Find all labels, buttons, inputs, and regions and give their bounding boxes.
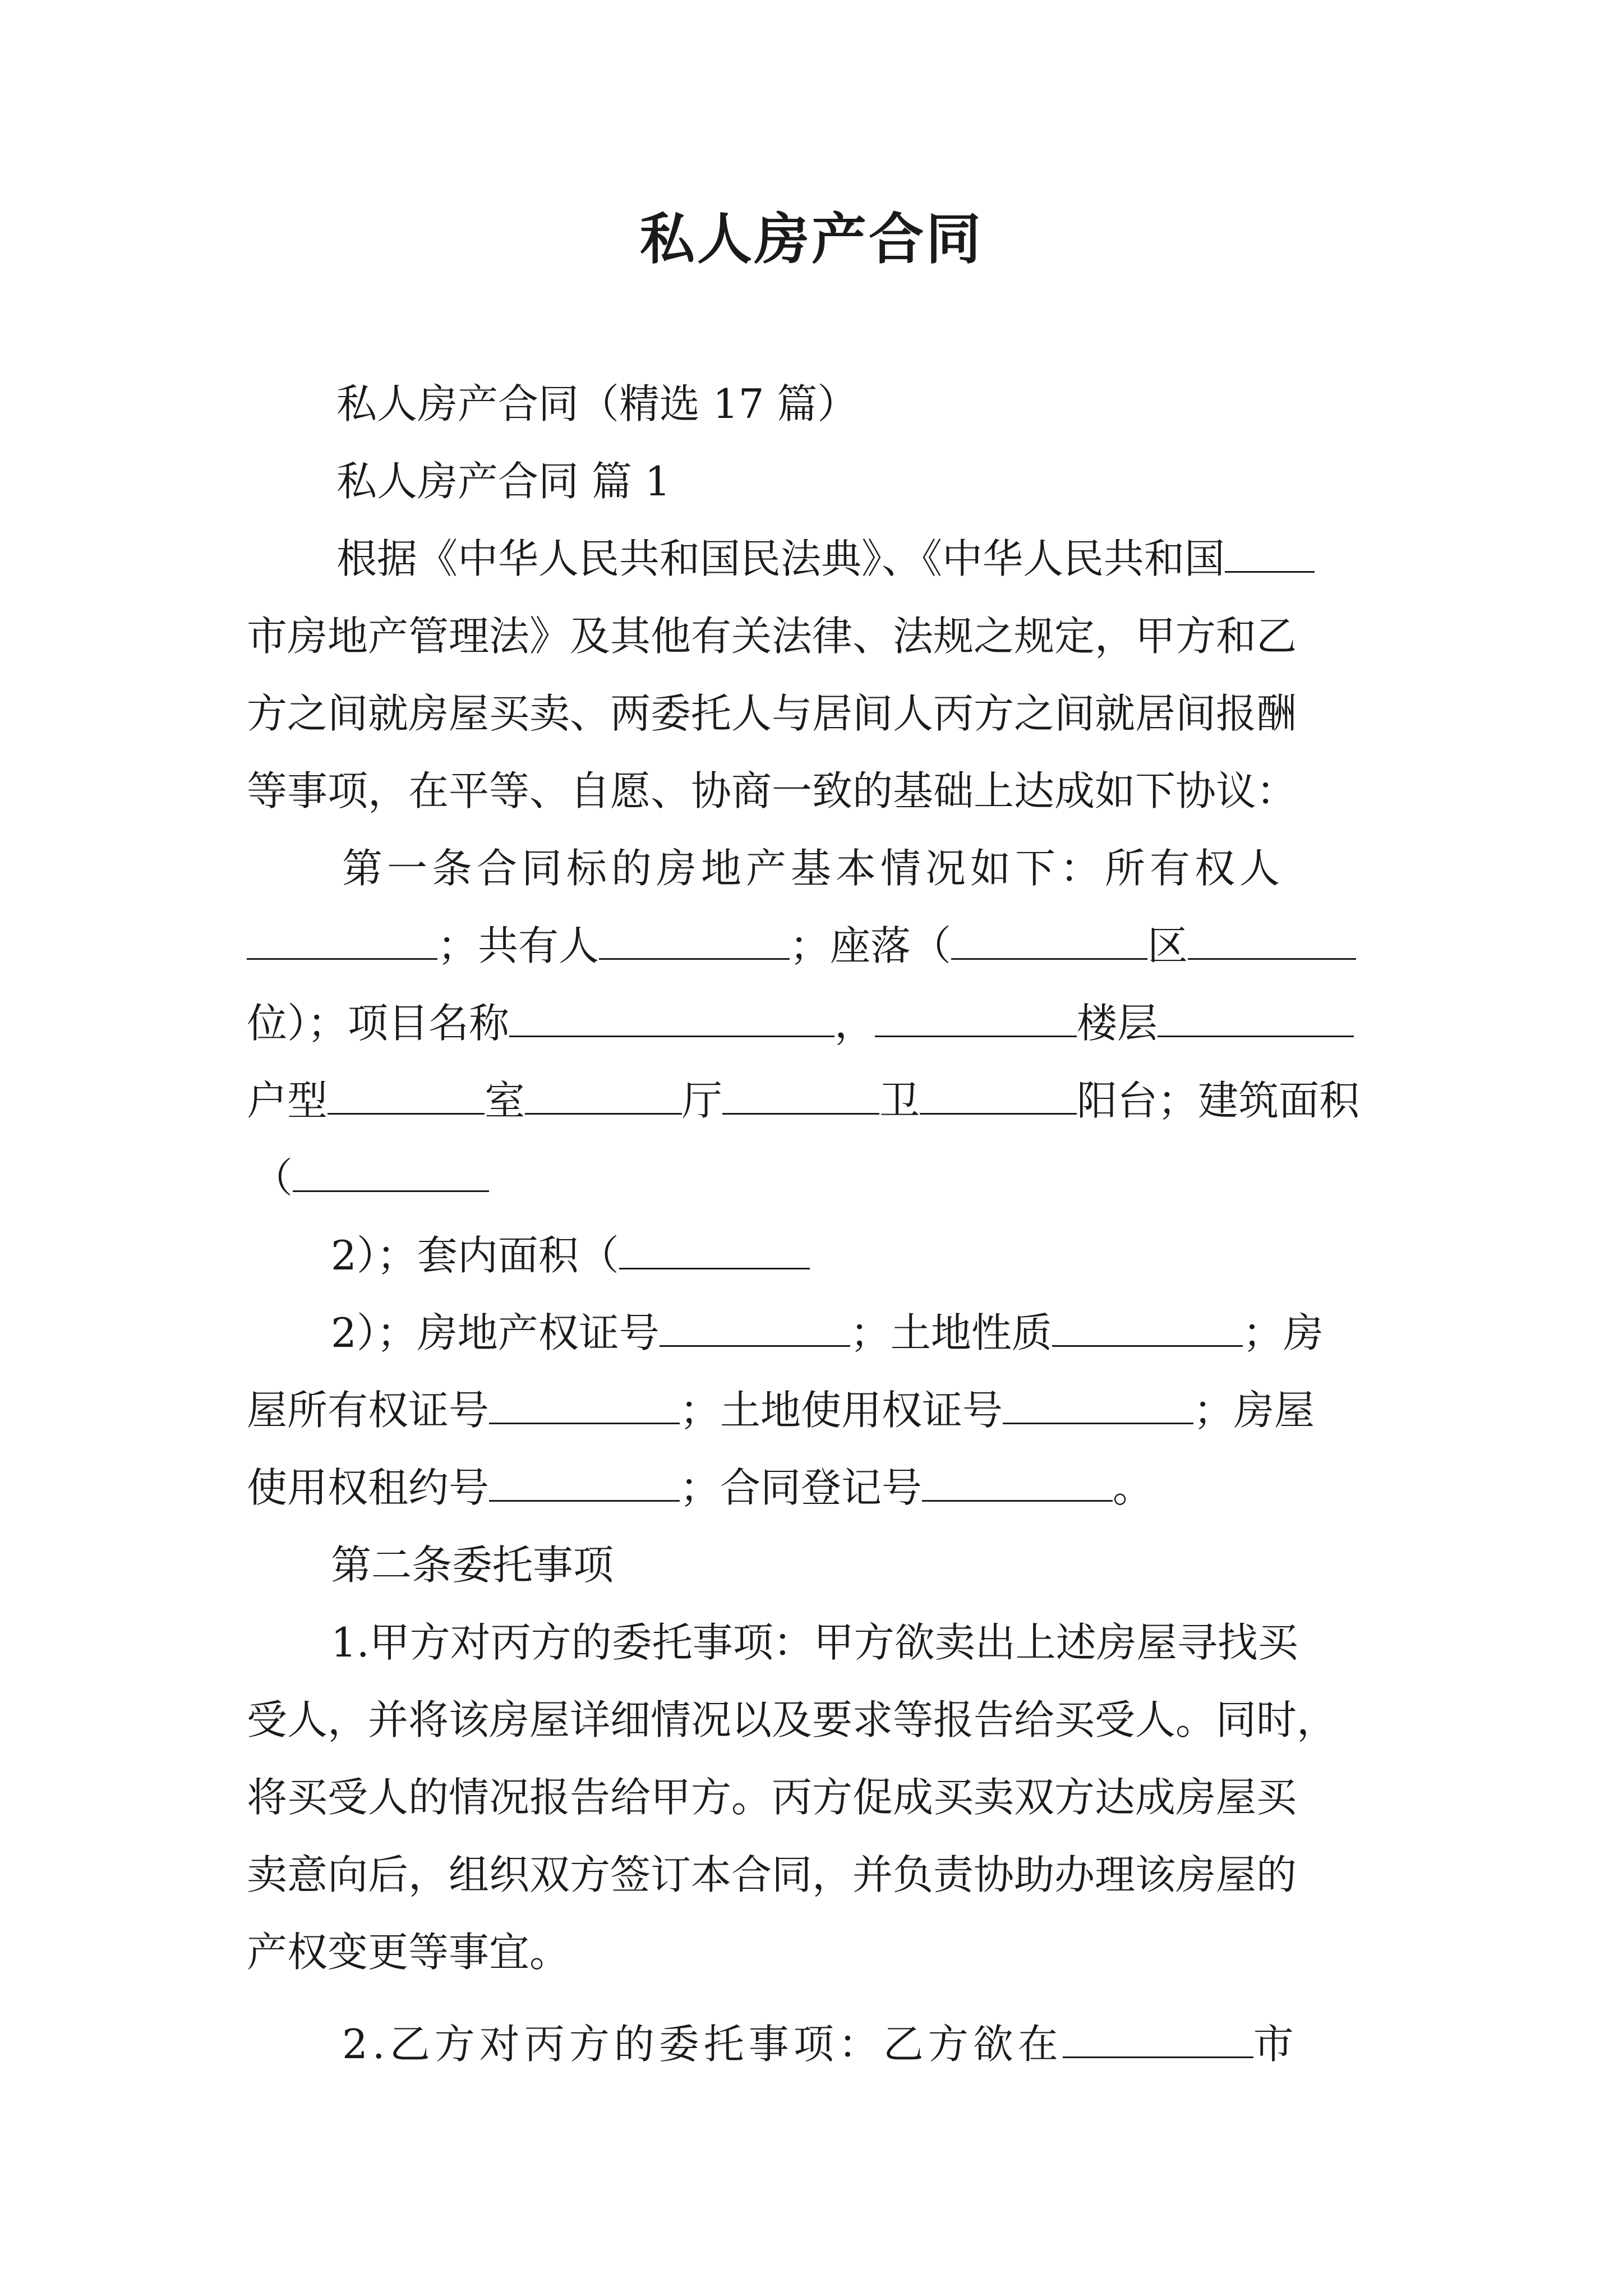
- article2-p1-line-3: 将买受人的情况报告给甲方。丙方促成买卖双方达成房屋买: [247, 1774, 1297, 1821]
- article1-line-8: [247, 1372, 1315, 1449]
- article1-line-5: [252, 1140, 489, 1217]
- open-paren: （: [252, 1154, 293, 1202]
- hall-label: 厅: [682, 1077, 723, 1124]
- location-blank[interactable]: [951, 921, 1147, 960]
- comma-text: ，: [834, 1000, 875, 1047]
- hall-count-blank[interactable]: [525, 1076, 682, 1115]
- layout-label: 户型: [247, 1077, 328, 1124]
- floor-blank[interactable]: [1158, 999, 1354, 1037]
- section-heading: 私人房产合同 篇 1: [336, 458, 671, 505]
- city-blank[interactable]: [1063, 2019, 1253, 2058]
- blank-field[interactable]: [1225, 534, 1315, 573]
- lease-no-label: 使用权租约号: [247, 1464, 490, 1511]
- intro-line-1: [336, 521, 1315, 597]
- project-name-label: 位）；项目名称: [247, 1000, 510, 1047]
- p2-text: 2.乙方对丙方的委托事项：乙方欲在: [342, 2021, 1063, 2068]
- bath-count-blank[interactable]: [722, 1076, 879, 1115]
- intro-line-4: 等事项，在平等、自愿、协商一致的基础上达成如下协议：: [247, 767, 1297, 815]
- intro-text: 根据《中华人民共和国民法典》、《中华人民共和国: [336, 535, 1225, 582]
- article1-line-2: [247, 908, 1356, 984]
- room-label: 室: [485, 1077, 525, 1124]
- period-text: 。: [1113, 1464, 1154, 1511]
- land-nature-label: ；土地性质: [850, 1309, 1052, 1356]
- article1-line-6: [331, 1217, 810, 1294]
- inner-area-label: 2）；套内面积（: [331, 1232, 619, 1279]
- balcony-label: 阳台；建筑面积: [1077, 1077, 1360, 1124]
- contract-reg-label: ；合同登记号: [680, 1464, 923, 1511]
- room-count-blank[interactable]: [328, 1076, 485, 1115]
- intro-line-2: 市房地产管理法》及其他有关法律、法规之规定，甲方和乙: [247, 613, 1297, 660]
- owner-blank[interactable]: [247, 921, 437, 960]
- building-blank[interactable]: [875, 999, 1077, 1037]
- article2-heading: 第二条委托事项: [331, 1542, 614, 1589]
- inner-area-blank[interactable]: [619, 1231, 810, 1269]
- lease-no-blank[interactable]: [489, 1463, 680, 1502]
- district-blank[interactable]: [1188, 921, 1356, 960]
- city-label: 市: [1253, 2021, 1298, 2068]
- article1-line-7: [331, 1295, 1324, 1372]
- location-label: ；座落（: [790, 922, 952, 969]
- contract-reg-blank[interactable]: [922, 1463, 1113, 1502]
- article2-p1-line-1: 1.甲方对丙方的委托事项：甲方欲卖出上述房屋寻找买: [331, 1619, 1298, 1666]
- property-cert-blank[interactable]: [660, 1308, 850, 1347]
- co-owner-blank[interactable]: [599, 921, 790, 960]
- document-title: 私人房产合同: [639, 207, 983, 272]
- document-subtitle: 私人房产合同（精选 17 篇）: [336, 380, 858, 427]
- house-tail-text: ；房: [1242, 1309, 1324, 1356]
- project-name-blank[interactable]: [509, 999, 834, 1037]
- article1-line-4: [247, 1062, 1359, 1139]
- article2-p2-line-1: [342, 2006, 1298, 2083]
- article1-line-9: [247, 1450, 1153, 1526]
- house-tail2-text: ；房屋: [1193, 1387, 1315, 1434]
- ownership-cert-blank[interactable]: [489, 1386, 680, 1424]
- land-use-cert-blank[interactable]: [1003, 1386, 1193, 1424]
- ownership-cert-label: 屋所有权证号: [247, 1387, 490, 1434]
- intro-line-3: 方之间就房屋买卖、两委托人与居间人丙方之间就居间报酬: [247, 690, 1297, 737]
- building-area-blank[interactable]: [293, 1153, 489, 1192]
- co-owner-label: ；共有人: [437, 922, 600, 969]
- article2-p1-line-2: 受人，并将该房屋详细情况以及要求等报告给买受人。同时，: [247, 1696, 1338, 1743]
- balcony-count-blank[interactable]: [920, 1076, 1077, 1115]
- article1-line-1: 第一条合同标的房地产基本情况如下：所有权人: [342, 845, 1285, 892]
- floor-label: 楼层: [1077, 1000, 1158, 1047]
- article1-line-3: [247, 985, 1354, 1062]
- land-nature-blank[interactable]: [1052, 1308, 1243, 1347]
- article2-p1-line-5: 产权变更等事宜。: [247, 1929, 570, 1976]
- property-cert-label: 2）；房地产权证号: [331, 1309, 660, 1356]
- land-use-cert-label: ；土地使用权证号: [680, 1387, 1003, 1434]
- article2-p1-line-4: 卖意向后，组织双方签订本合同，并负责协助办理该房屋的: [247, 1851, 1297, 1898]
- district-label: 区: [1147, 922, 1188, 969]
- bath-label: 卫: [879, 1077, 920, 1124]
